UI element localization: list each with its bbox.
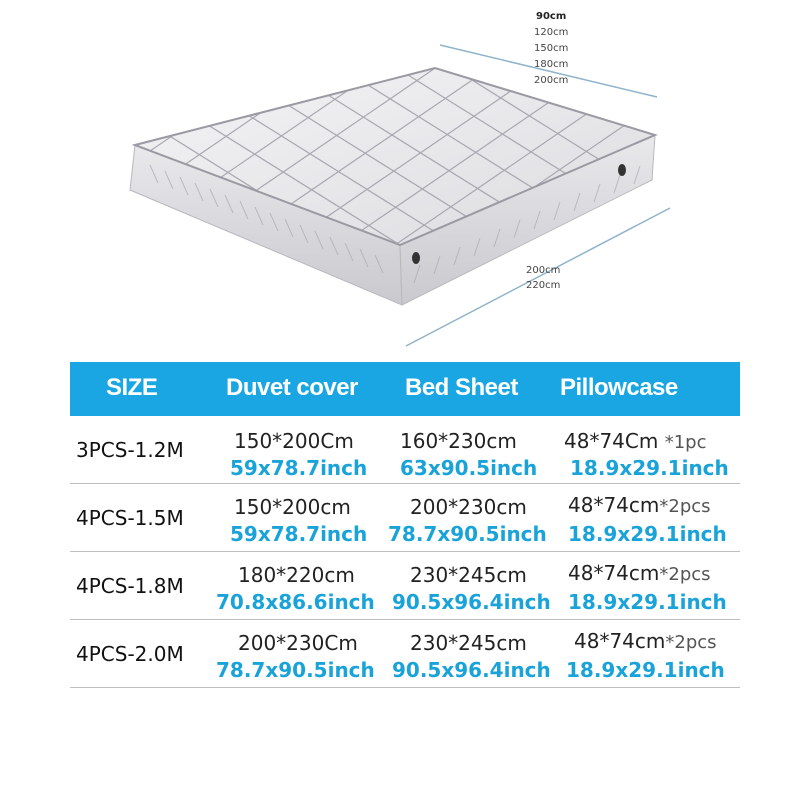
- mattress-handle: [412, 252, 420, 264]
- duvet-inch: 70.8x86.6inch: [216, 590, 375, 614]
- header-pillowcase: Pillowcase: [560, 374, 678, 401]
- sheet-inch: 90.5x96.4inch: [392, 658, 551, 682]
- size-label: 4PCS-1.5M: [76, 506, 184, 530]
- pillow-inch: 18.9x29.1inch: [566, 658, 725, 682]
- table-row: [70, 484, 740, 552]
- table-header: [70, 362, 740, 416]
- duvet-cm: 150*200Cm: [234, 429, 354, 453]
- width-option: 180cm: [534, 59, 569, 70]
- duvet-inch: 59x78.7inch: [230, 522, 368, 546]
- pillow-quantity: *1pc: [664, 432, 707, 453]
- pillow-inch: 18.9x29.1inch: [568, 590, 727, 614]
- duvet-inch: 78.7x90.5inch: [216, 658, 375, 682]
- sheet-inch: 90.5x96.4inch: [392, 590, 551, 614]
- pillow-cm: 48*74cm*2pcs: [568, 561, 711, 585]
- duvet-inch: 59x78.7inch: [230, 456, 368, 480]
- pillow-cm: 48*74Cm *1pc: [564, 429, 707, 453]
- width-option: 90cm: [536, 11, 567, 22]
- width-option: 200cm: [534, 75, 569, 86]
- pillow-quantity: *2pcs: [659, 496, 711, 517]
- sheet-inch: 63x90.5inch: [400, 456, 538, 480]
- table-row: [70, 620, 740, 688]
- pillow-cm: 48*74cm*2pcs: [574, 629, 717, 653]
- sheet-cm: 230*245cm: [410, 631, 527, 655]
- size-label: 3PCS-1.2M: [76, 438, 184, 462]
- duvet-cm: 150*200cm: [234, 495, 351, 519]
- pillow-quantity: *2pcs: [659, 564, 711, 585]
- size-table: [70, 362, 740, 688]
- sheet-cm: 230*245cm: [410, 563, 527, 587]
- length-option: 220cm: [526, 280, 561, 291]
- pillow-inch: 18.9x29.1inch: [568, 522, 727, 546]
- mattress-illustration: [0, 0, 800, 360]
- table-row: [70, 416, 740, 484]
- table-row: [70, 552, 740, 620]
- pillow-cm: 48*74cm*2pcs: [568, 493, 711, 517]
- header-duvet-cover: Duvet cover: [226, 374, 358, 401]
- pillow-quantity: *2pcs: [665, 632, 717, 653]
- size-label: 4PCS-1.8M: [76, 574, 184, 598]
- size-label: 4PCS-2.0M: [76, 642, 184, 666]
- width-option: 150cm: [534, 43, 569, 54]
- sheet-inch: 78.7x90.5inch: [388, 522, 547, 546]
- sheet-cm: 160*230cm: [400, 429, 517, 453]
- mattress-handle: [618, 164, 626, 176]
- row-divider: [70, 687, 740, 688]
- header-size: SIZE: [106, 374, 158, 401]
- pillow-inch: 18.9x29.1inch: [570, 456, 729, 480]
- width-option: 120cm: [534, 27, 569, 38]
- duvet-cm: 180*220cm: [238, 563, 355, 587]
- duvet-cm: 200*230Cm: [238, 631, 358, 655]
- length-option: 200cm: [526, 265, 561, 276]
- sheet-cm: 200*230cm: [410, 495, 527, 519]
- header-bed-sheet: Bed Sheet: [405, 374, 518, 401]
